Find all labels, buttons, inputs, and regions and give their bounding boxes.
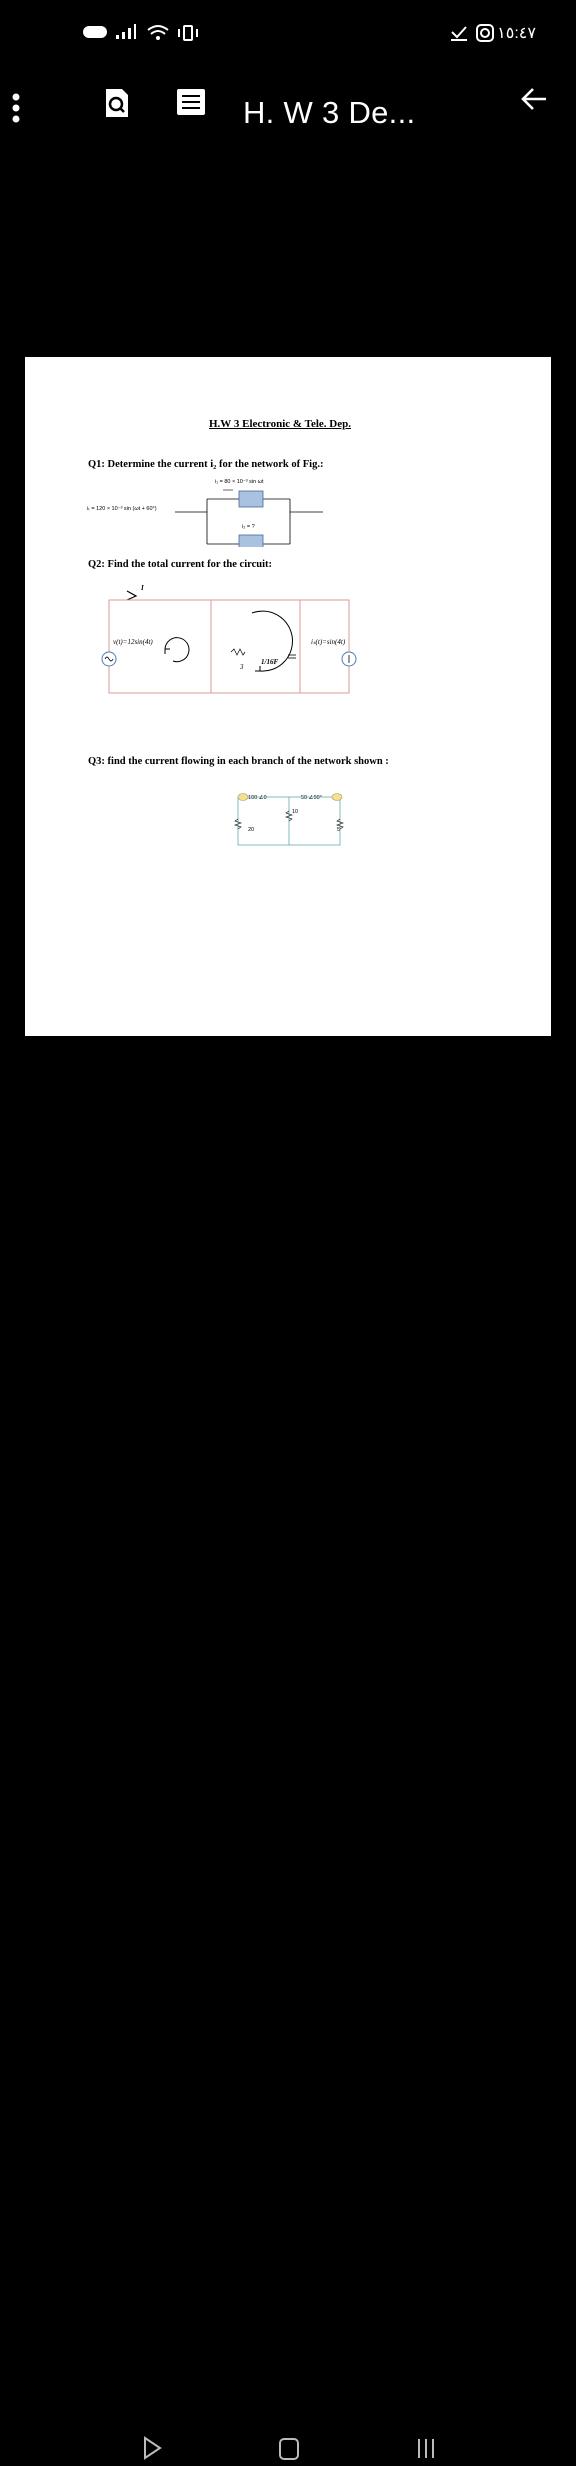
search-in-document-icon[interactable] <box>100 86 134 120</box>
status-time: ١٥:٤٧ <box>497 25 536 42</box>
q2-current-source-label: iₛ(t)=sin(4t) <box>311 638 346 646</box>
wifi-icon <box>146 24 170 47</box>
q3-r1-label: 20 <box>248 827 255 833</box>
instagram-icon <box>476 24 494 47</box>
q3-text: Q3: find the current flowing in each branch of the network shown : <box>88 756 389 767</box>
check-icon <box>450 24 468 47</box>
document-title: H. W 3 De... <box>243 95 416 130</box>
document-heading: H.W 3 Electronic & Tele. Dep. <box>209 418 351 430</box>
vibrate-icon <box>176 24 200 47</box>
toggle-icon <box>82 24 108 45</box>
more-vert-icon[interactable] <box>6 90 26 130</box>
q1-i1-label: i₁ = 80 × 10⁻³ sin ωt <box>215 479 264 485</box>
q2-text: Q2: Find the total current for the circuit: <box>88 559 273 570</box>
q3-r2-label: 10 <box>292 809 299 815</box>
q1-it-label: iₜ = 120 × 10⁻³ sin (ωt + 60°) <box>87 506 157 512</box>
navigation-bar <box>0 1205 576 1280</box>
q3-network-figure <box>230 787 345 849</box>
q2-resistor-label: 3 <box>240 663 244 671</box>
q2-current-label: I <box>141 584 144 592</box>
q1-network-figure <box>175 487 325 547</box>
home-icon[interactable] <box>277 2435 301 2466</box>
q3-source1-label: 100 ∠0 <box>248 795 267 801</box>
status-bar <box>0 0 576 70</box>
document-view-icon[interactable] <box>174 86 208 120</box>
q1-text: Q1: Determine the current i₂ for the network of Fig.: <box>88 459 324 470</box>
back-arrow-icon[interactable] <box>516 84 552 120</box>
back-triangle-icon[interactable] <box>140 2435 164 2466</box>
signal-icon <box>114 24 136 45</box>
q2-capacitor-label: 1/16F <box>261 658 279 666</box>
q1-i2-label: i₂ = ? <box>242 524 255 530</box>
recents-icon[interactable] <box>414 2435 438 2466</box>
q3-r3-label: 5 <box>337 827 341 833</box>
q2-voltage-label: v(t)=12sin(4t) <box>113 638 153 646</box>
q2-circuit-figure <box>95 597 365 697</box>
document-page <box>25 357 551 1036</box>
q3-source2-label: 50 ∠90° <box>301 795 322 801</box>
